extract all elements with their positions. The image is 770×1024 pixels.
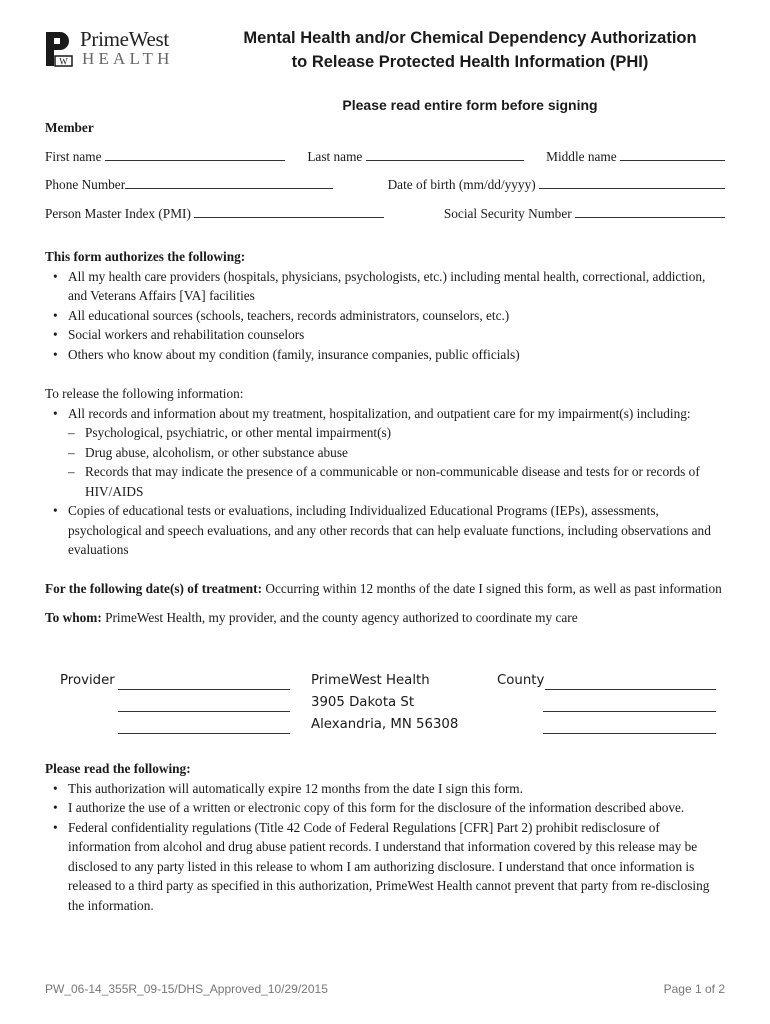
treatment-dates-label: For the following date(s) of treatment:: [45, 580, 263, 596]
title-line-2: to Release Protected Health Information (PHI): [291, 53, 649, 71]
list-item: • Others who know about my condition (family, insurance companies, public officials): [45, 345, 725, 365]
org-city: Alexandria, MN 56308: [311, 717, 459, 732]
form-title: [205, 26, 735, 74]
sub-list-item: – Psychological, psychiatric, or other mental impairment(s): [45, 423, 725, 443]
county-line-2[interactable]: [543, 711, 716, 712]
list-item: [45, 404, 725, 502]
page-number: Page 1 of 2: [663, 982, 725, 996]
ssn-label: Social Security Number: [443, 205, 572, 221]
primewest-logo-icon: [44, 30, 74, 68]
pmi-row: [45, 204, 725, 224]
list-item: • This authorization will automatically expire 12 months from the date I sign this form.: [45, 779, 725, 799]
release-heading: To release the following information:: [45, 386, 244, 401]
title-line-1: Mental Health and/or Chemical Dependency Authorization: [243, 29, 697, 47]
middle-name-label: Middle name: [546, 148, 617, 164]
list-item: • Social workers and rehabilitation counselors: [45, 325, 725, 345]
to-whom-label: To whom:: [45, 610, 102, 625]
list-item: • All educational sources (schools, teachers, records administrators, counselors, etc.): [45, 306, 725, 326]
member-heading: Member: [45, 120, 94, 135]
name-row: [45, 147, 725, 167]
dob-label: Date of birth (mm/dd/yyyy): [387, 177, 536, 192]
to-whom-text: PrimeWest Health, my provider, and the county agency authorized to coordinate my care: [101, 610, 578, 625]
pmi-label: Person Master Index (PMI): [45, 205, 191, 221]
org-name: PrimeWest Health: [311, 673, 430, 688]
logo-name: PrimeWest: [80, 27, 169, 51]
primewest-logo: [44, 28, 194, 70]
dob-field[interactable]: [388, 175, 725, 195]
county-line-1[interactable]: [545, 689, 716, 690]
county-line-3[interactable]: [543, 733, 716, 734]
form-body: [45, 118, 725, 628]
provider-line-2[interactable]: [118, 711, 290, 712]
middle-name-line[interactable]: [620, 148, 725, 161]
authorizes-heading: This form authorizes the following:: [45, 249, 246, 264]
sub-list-item: – Drug abuse, alcoholism, or other substance abuse: [45, 443, 725, 463]
last-name-line[interactable]: [366, 148, 524, 161]
org-street: 3905 Dakota St: [311, 695, 415, 710]
middle-name-field[interactable]: [546, 147, 725, 167]
logo-sub: HEALTH: [82, 49, 174, 68]
recipient-block: [60, 670, 720, 740]
ssn-field[interactable]: [444, 204, 725, 224]
treatment-dates-text: Occurring within 12 months of the date I signed this form, as well as past information: [262, 580, 722, 596]
authorizes-list: [45, 267, 725, 365]
release-item-records: All records and information about my treatment, hospitalization, and outpatient care for my impairment(s) including:: [68, 405, 691, 421]
dob-line[interactable]: [539, 176, 725, 189]
pmi-field[interactable]: [45, 204, 384, 224]
ssn-line[interactable]: [575, 205, 725, 218]
notes-list: [45, 779, 725, 916]
pmi-line[interactable]: [194, 205, 384, 218]
list-item: • I authorize the use of a written or electronic copy of this form for the disclosure of the information described above.: [45, 798, 725, 818]
first-name-line[interactable]: [105, 148, 285, 161]
first-name-field[interactable]: [45, 147, 285, 167]
list-item: • All my health care providers (hospitals, physicians, psychologists, etc.) including mental health, correctional, addiction, and Veterans Affairs [VA] facilities: [45, 267, 725, 306]
list-item: • Federal confidentiality regulations (Title 42 Code of Federal Regulations [CFR] Part 2) prohibit redisclosure of information from alcohol and drug abuse patient records. I understand that information covered by this release may be disclosed to any party listed in this release to whom I am authorizing disclosure. I understand that once information is released to a third party as specified in this authorization, PrimeWest Health cannot prevent that party from re-disclosing the information.: [45, 818, 725, 916]
notes-section: [45, 759, 725, 915]
county-label: County: [497, 673, 545, 688]
to-whom: [45, 608, 725, 628]
form-id: PW_06-14_355R_09-15/DHS_Approved_10/29/2015: [45, 982, 328, 996]
phone-row: [45, 175, 725, 195]
first-name-label: First name: [45, 148, 102, 164]
treatment-dates: [45, 579, 725, 599]
provider-label: Provider: [60, 673, 115, 688]
list-item: • Copies of educational tests or evaluations, including Individualized Educational Programs (IEPs), assessments, psychological and speech evaluations, and any other records that can help evaluate functions, including observations and evaluations: [45, 501, 725, 560]
notes-heading: Please read the following:: [45, 761, 191, 776]
phone-field[interactable]: [45, 175, 333, 195]
form-subtitle: Please read entire form before signing: [342, 97, 598, 113]
svg-text:W: W: [59, 56, 68, 67]
phone-line[interactable]: [125, 176, 333, 189]
release-list: [45, 404, 725, 560]
last-name-label: Last name: [307, 148, 363, 164]
release-sublist: [45, 423, 725, 501]
provider-line-1[interactable]: [118, 689, 290, 690]
provider-line-3[interactable]: [118, 733, 290, 734]
phone-label: Phone Number: [45, 177, 126, 192]
last-name-field[interactable]: [307, 147, 523, 167]
sub-list-item: – Records that may indicate the presence of a communicable or non-communicable disease and tests for or records of HIV/AIDS: [45, 462, 725, 501]
